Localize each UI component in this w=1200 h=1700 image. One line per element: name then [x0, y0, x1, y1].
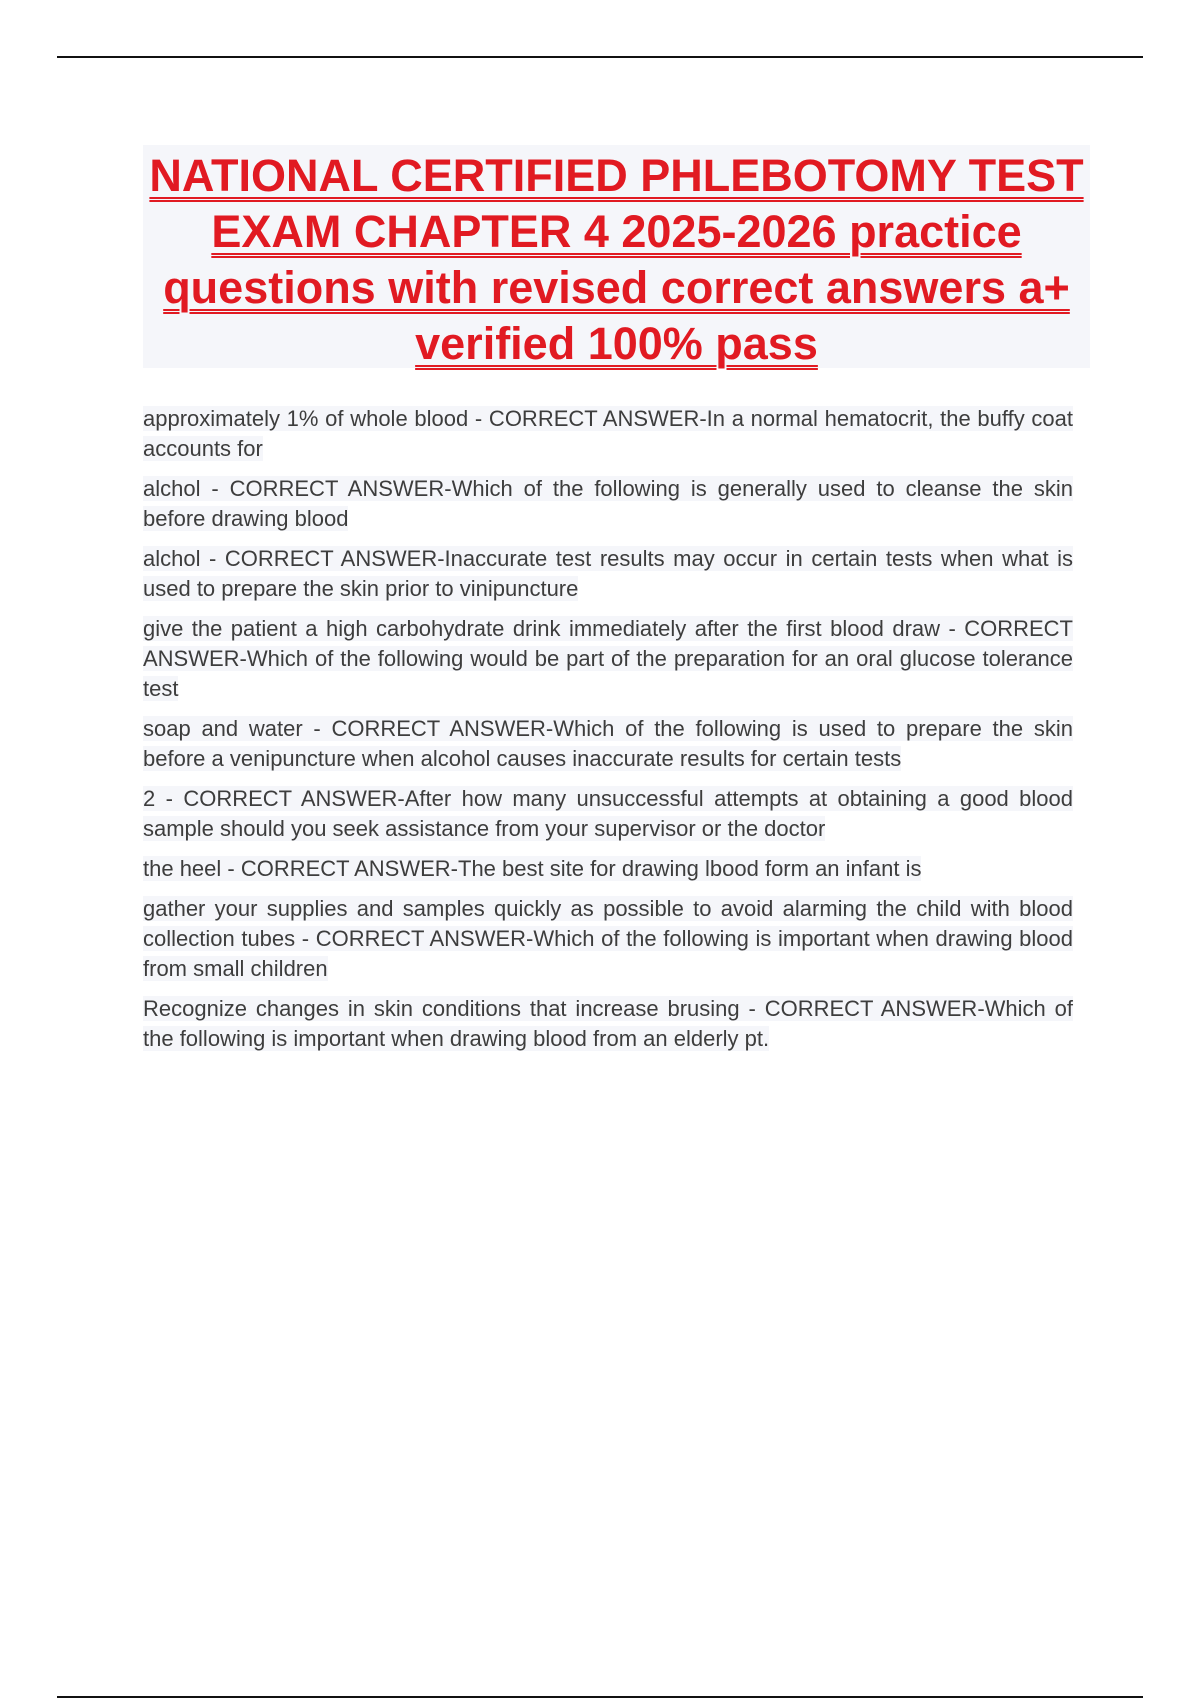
qa-list: [143, 404, 1073, 1064]
qa-item: [143, 614, 1073, 704]
qa-item-text: give the patient a high carbohydrate drink immediately after the first blood draw - CORRECT ANSWER-Which of the following would be part of the preparation for an oral glucose tolerance test: [143, 616, 1073, 701]
qa-item-text: Recognize changes in skin conditions that increase brusing - CORRECT ANSWER-Which of the following is important when drawing blood from an elderly pt.: [143, 996, 1073, 1051]
qa-item-text: gather your supplies and samples quickly as possible to avoid alarming the child with blood collection tubes - CORRECT ANSWER-Which of the following is important when drawing blood from small children: [143, 896, 1073, 981]
qa-item: [143, 854, 1073, 884]
qa-item-text: soap and water - CORRECT ANSWER-Which of the following is used to prepare the skin before a venipuncture when alcohol causes inaccurate results for certain tests: [143, 716, 1073, 771]
qa-item-text: alchol - CORRECT ANSWER-Inaccurate test results may occur in certain tests when what is used to prepare the skin prior to vinipuncture: [143, 546, 1073, 601]
title-box: [143, 145, 1090, 368]
qa-item: [143, 404, 1073, 464]
top-rule: [57, 56, 1143, 58]
qa-item-text: approximately 1% of whole blood - CORRECT ANSWER-In a normal hematocrit, the buffy coat accounts for: [143, 406, 1073, 461]
qa-item: [143, 544, 1073, 604]
qa-item: [143, 474, 1073, 534]
qa-item-text: alchol - CORRECT ANSWER-Which of the following is generally used to cleanse the skin before drawing blood: [143, 476, 1073, 531]
qa-item: [143, 784, 1073, 844]
bottom-rule: [57, 1696, 1143, 1698]
qa-item: [143, 894, 1073, 984]
qa-item: [143, 994, 1073, 1054]
qa-item-text: the heel - CORRECT ANSWER-The best site for drawing lbood form an infant is: [143, 856, 922, 881]
document-title: NATIONAL CERTIFIED PHLEBOTOMY TEST EXAM CHAPTER 4 2025-2026 practice questions with revised correct answers a+ verified 100% pass: [149, 150, 1084, 369]
qa-item: [143, 714, 1073, 774]
qa-item-text: 2 - CORRECT ANSWER-After how many unsuccessful attempts at obtaining a good blood sample should you seek assistance from your supervisor or the doctor: [143, 786, 1073, 841]
